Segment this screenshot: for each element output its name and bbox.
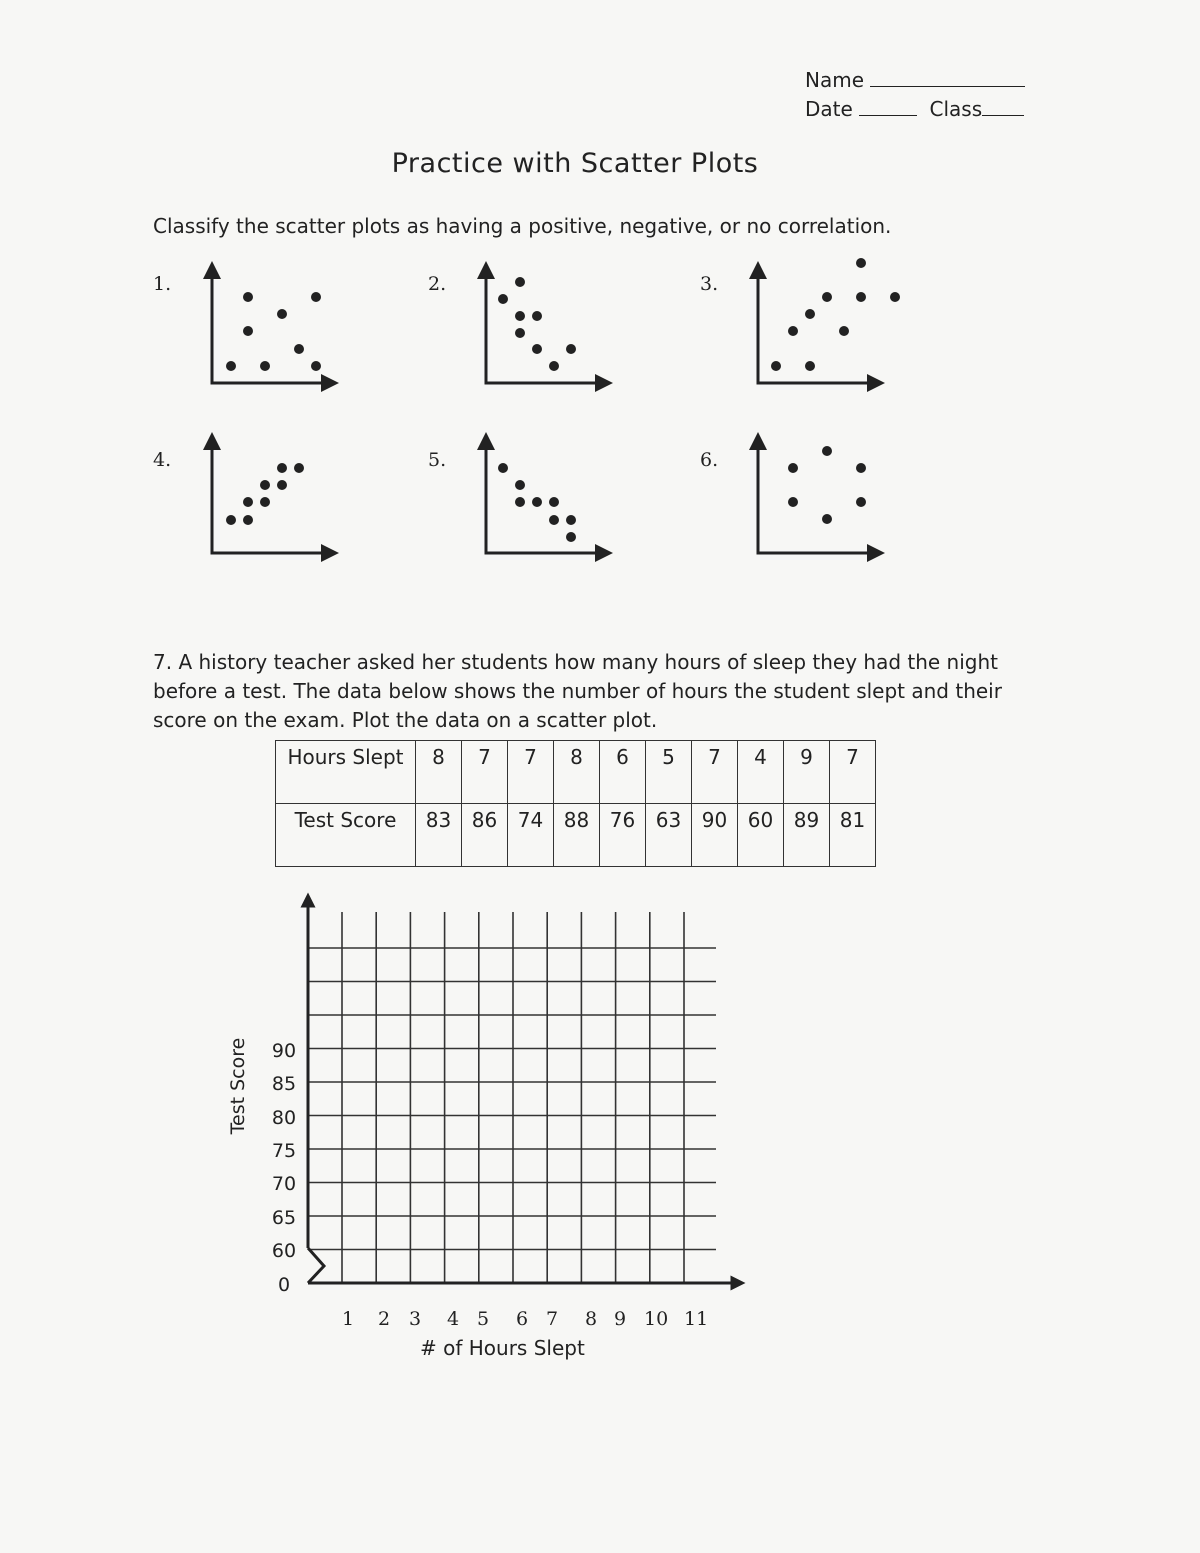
y-tick-label: 60	[271, 1240, 297, 1262]
x-tick-label: 4	[447, 1308, 460, 1330]
hours-cell: 4	[738, 741, 784, 804]
class-label: Class	[929, 97, 983, 121]
hours-cell: 5	[646, 741, 692, 804]
hours-cell: 8	[554, 741, 600, 804]
x-tick-label: 8	[585, 1308, 598, 1330]
score-cell: 90	[692, 804, 738, 867]
problem-number: 6.	[700, 449, 719, 471]
x-tick-label: 10	[644, 1308, 669, 1330]
hours-cell: 7	[462, 741, 508, 804]
name-label: Name	[805, 68, 865, 92]
score-cell: 74	[508, 804, 554, 867]
x-tick-label: 3	[409, 1308, 422, 1330]
hours-cell: 9	[784, 741, 830, 804]
x-tick-label: 2	[378, 1308, 391, 1330]
y-tick-label: 90	[271, 1040, 297, 1062]
x-tick-label: 6	[516, 1308, 529, 1330]
score-cell: 76	[600, 804, 646, 867]
hours-cell: 8	[416, 741, 462, 804]
hours-label: Hours Slept	[276, 741, 416, 804]
axis-break	[308, 1248, 324, 1283]
x-tick-label: 1	[342, 1308, 355, 1330]
hours-cell: 7	[830, 741, 876, 804]
problem-number: 2.	[428, 273, 447, 295]
x-tick-label: 9	[614, 1308, 627, 1330]
hours-cell: 7	[692, 741, 738, 804]
instructions: Classify the scatter plots as having a positive, negative, or no correlation.	[153, 214, 892, 238]
problem-number: 3.	[700, 273, 719, 295]
score-cell: 83	[416, 804, 462, 867]
x-tick-label: 11	[684, 1308, 709, 1330]
y-tick-label: 75	[271, 1140, 297, 1162]
x-tick-label: 7	[546, 1308, 559, 1330]
score-cell: 88	[554, 804, 600, 867]
score-cell: 81	[830, 804, 876, 867]
score-label: Test Score	[276, 804, 416, 867]
y-tick-label: 80	[271, 1107, 297, 1129]
y-tick-label: 0	[277, 1274, 291, 1296]
y-axis-label: Test Score	[227, 1037, 249, 1135]
score-cell: 89	[784, 804, 830, 867]
score-cell: 60	[738, 804, 784, 867]
y-tick-label: 85	[271, 1073, 297, 1095]
date-label: Date	[805, 97, 853, 121]
score-cell: 63	[646, 804, 692, 867]
y-tick-label: 65	[271, 1207, 297, 1229]
hours-cell: 7	[508, 741, 554, 804]
y-tick-label: 70	[271, 1173, 297, 1195]
page-title: Practice with Scatter Plots	[391, 148, 759, 179]
problem-number: 1.	[153, 273, 172, 295]
x-axis-label: # of Hours Slept	[420, 1336, 585, 1360]
question-7-text: 7. A history teacher asked her students how many hours of sleep they had the night before a test. The data below shows the number of hours the student slept and their score on the exam. Plot the data on a scatter plot.	[153, 650, 1002, 732]
problem-number: 5.	[428, 449, 447, 471]
hours-cell: 6	[600, 741, 646, 804]
problem-number: 4.	[153, 449, 172, 471]
x-tick-label: 5	[477, 1308, 490, 1330]
score-cell: 86	[462, 804, 508, 867]
